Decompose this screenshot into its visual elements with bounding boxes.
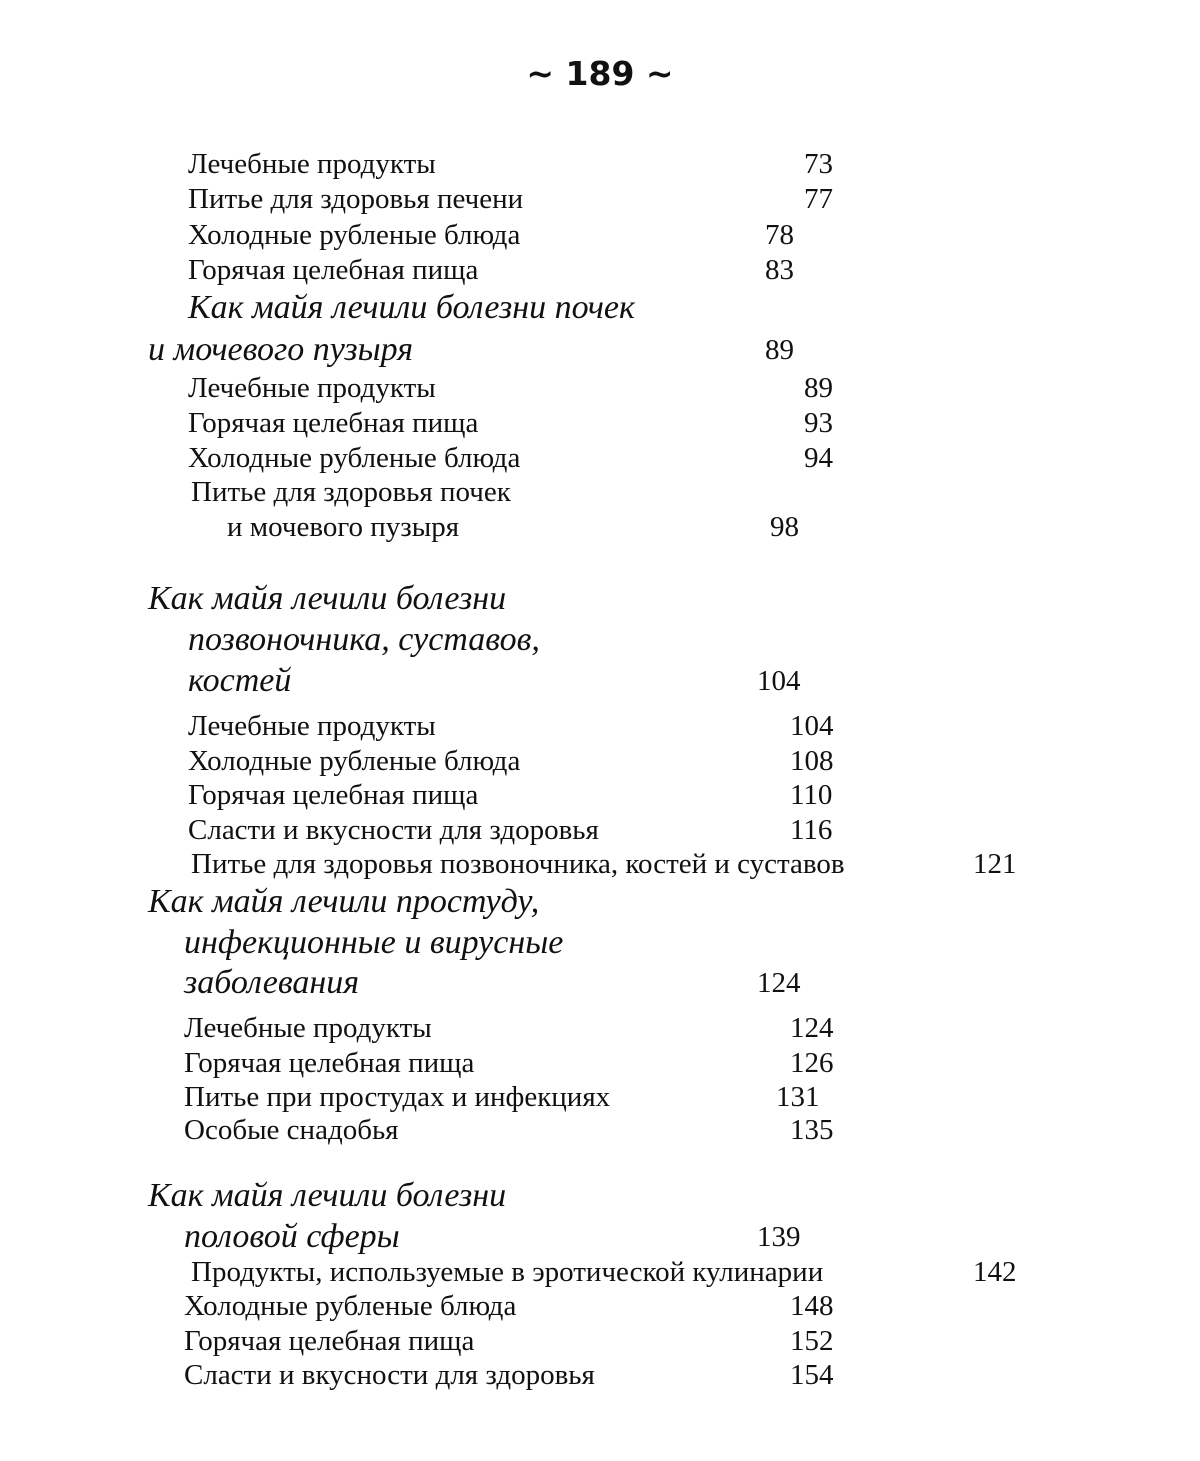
toc-entry-title: Лечебные продукты xyxy=(184,1012,432,1044)
toc-entry-page: 126 xyxy=(790,1047,834,1079)
toc-entry-title: Горячая целебная пища xyxy=(188,779,479,811)
toc-entry-page: 110 xyxy=(790,779,833,811)
toc-entry-page: 104 xyxy=(790,710,834,742)
toc-entry-page: 73 xyxy=(804,148,833,180)
toc-entry-title: Сласти и вкусности для здоровья xyxy=(188,814,599,846)
toc-entry-title: Холодные рубленые блюда xyxy=(188,442,521,474)
toc-entry-page: 89 xyxy=(804,372,833,404)
toc-entry-title: Лечебные продукты xyxy=(188,372,436,404)
toc-section-page: 124 xyxy=(757,967,801,999)
toc-entry-page: 154 xyxy=(790,1359,834,1391)
toc-entry-page: 116 xyxy=(790,814,833,846)
toc-entry-page: 83 xyxy=(765,254,794,286)
toc-entry-title: Холодные рубленые блюда xyxy=(184,1290,517,1322)
toc-entry-title: Лечебные продукты xyxy=(188,148,436,180)
toc-entry-page: 121 xyxy=(973,848,1017,880)
toc-entry-title: Горячая целебная пища xyxy=(184,1047,475,1079)
toc-entry-page: 131 xyxy=(776,1081,820,1113)
toc-section-heading: Как майя лечили болезни xyxy=(148,580,507,617)
toc-section-heading: Как майя лечили болезни xyxy=(148,1177,507,1214)
toc-entry-title: Питье для здоровья позвоночника, костей и суставов xyxy=(191,848,845,880)
toc-section-heading: костей xyxy=(188,662,292,699)
toc-section-heading: заболевания xyxy=(184,964,360,1001)
toc-entry-title: Холодные рубленые блюда xyxy=(188,745,521,777)
toc-entry-title: Горячая целебная пища xyxy=(188,407,479,439)
toc-entry-page: 108 xyxy=(790,745,834,777)
toc-entry-title: Лечебные продукты xyxy=(188,710,436,742)
toc-entry-title: Продукты, используемые в эротической кулинарии xyxy=(191,1256,824,1288)
toc-entry-title: Горячая целебная пища xyxy=(188,254,479,286)
toc-entry-page: 98 xyxy=(770,511,799,543)
toc-section-page: 104 xyxy=(757,665,801,697)
toc-entry-page: 142 xyxy=(973,1256,1017,1288)
toc-entry-title: Горячая целебная пища xyxy=(184,1325,475,1357)
toc-entry-page: 94 xyxy=(804,442,833,474)
toc-section-page: 89 xyxy=(765,334,794,366)
toc-section-page: 139 xyxy=(757,1221,801,1253)
toc-section-heading: Как майя лечили болезни почек xyxy=(188,289,635,326)
toc-section-heading: и мочевого пузыря xyxy=(148,331,413,368)
toc-section-heading: позвоночника, суставов, xyxy=(188,621,540,658)
toc-section-heading: Как майя лечили простуду, xyxy=(148,883,540,920)
toc-entry-page: 152 xyxy=(790,1325,834,1357)
toc-entry-page: 148 xyxy=(790,1290,834,1322)
toc-entry-page: 78 xyxy=(765,219,794,251)
toc-entry-title: Питье для здоровья почек xyxy=(191,476,511,508)
toc-entry-title: Холодные рубленые блюда xyxy=(188,219,521,251)
toc-entry-title: Питье для здоровья печени xyxy=(188,183,524,215)
toc-entry-title: Питье при простудах и инфекциях xyxy=(184,1081,611,1113)
page-number: ~ 189 ~ xyxy=(526,54,674,93)
toc-entry-title: Особые снадобья xyxy=(184,1114,399,1146)
toc-entry-title: Сласти и вкусности для здоровья xyxy=(184,1359,595,1391)
toc-entry-page: 124 xyxy=(790,1012,834,1044)
toc-entry-title: и мочевого пузыря xyxy=(227,511,460,543)
toc-entry-page: 77 xyxy=(804,183,833,215)
toc-entry-page: 93 xyxy=(804,407,833,439)
toc-section-heading: половой сферы xyxy=(184,1218,400,1255)
toc-entry-page: 135 xyxy=(790,1114,834,1146)
toc-section-heading: инфекционные и вирусные xyxy=(184,924,564,961)
